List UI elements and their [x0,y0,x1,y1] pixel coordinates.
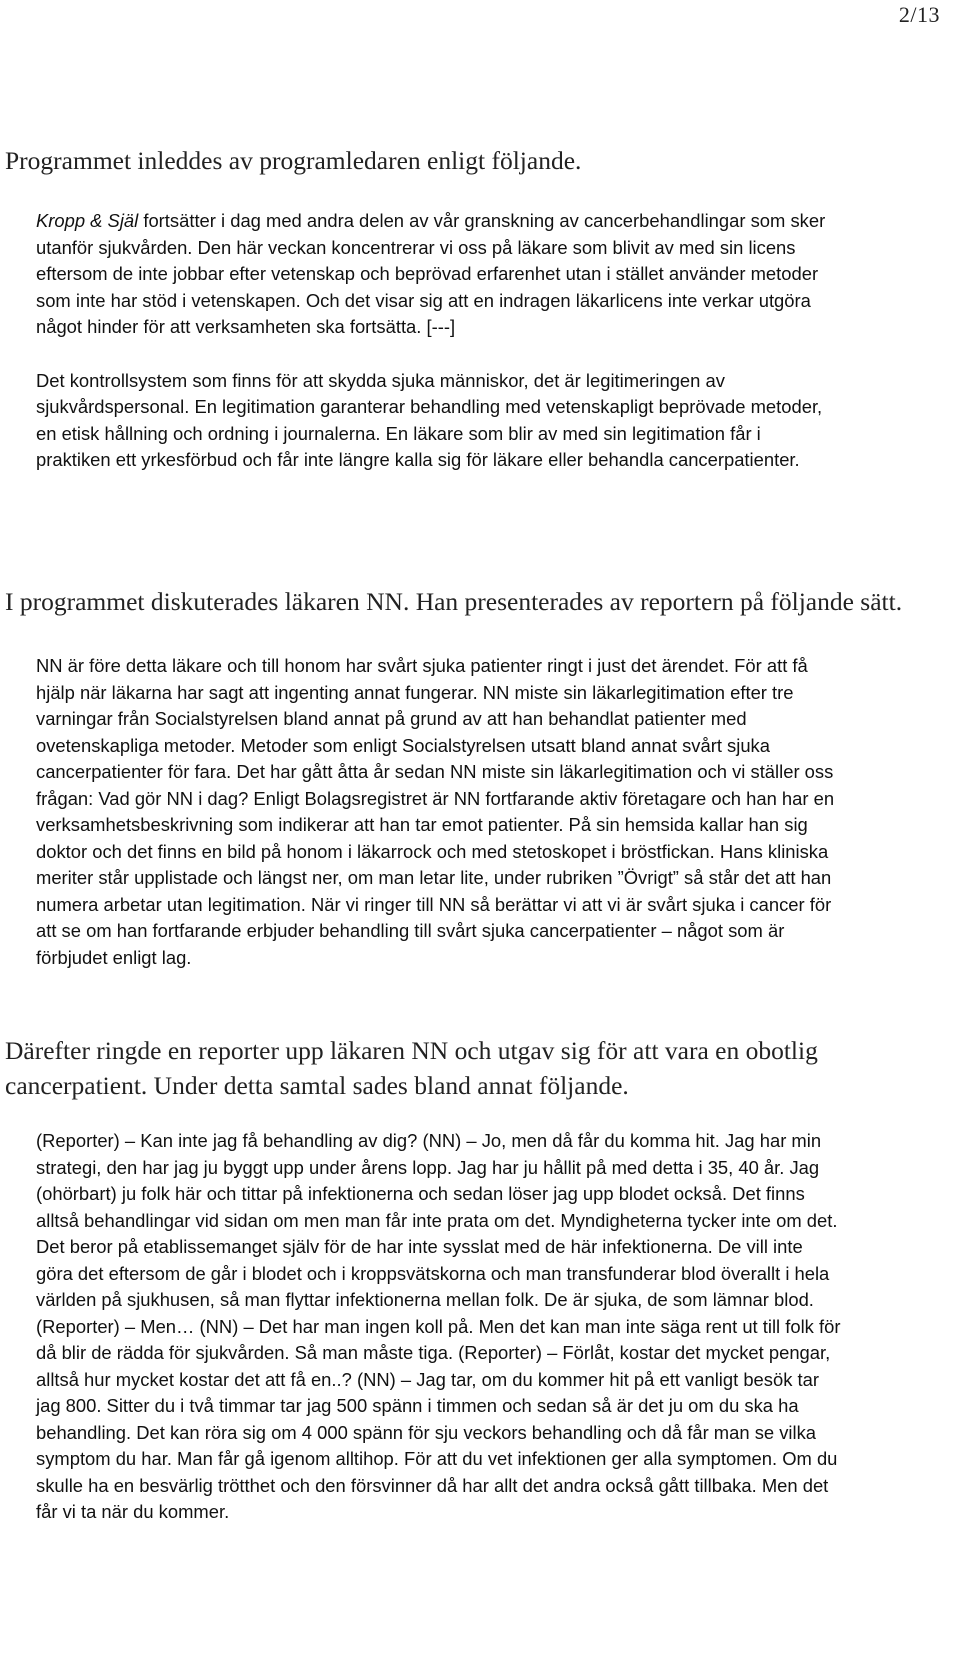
intro-quote-paragraph-1-text: fortsätter i dag med andra delen av vår granskning av cancerbehandlingar som sker utanför sjukvården. Den här veckan koncentrerar vi oss på läkare som blivit av med sin licens eftersom de inte jobbar efter vetenskap och beprövad erfarenhet utan i stället använder metoder som inte har stöd i vetenskapen. Och det visar sig att en indragen läkarlicens inte verkar utgöra något hinder för att verksamheten ska fortsätta. [---] [36,210,826,337]
reporter-quote [36,653,836,971]
reporter-quote-paragraph: NN är före detta läkare och till honom har svårt sjuka patienter ringt i just det ärendet. För att få hjälp när läkarna har sagt att ingenting annat fungerar. NN miste sin läkarlegitimation efter tre varningar från Socialstyrelsen bland annat på grund av att han behandlat patienter med ovetenskapliga metoder. Metoder som enligt Socialstyrelsen utsatt bland annat svårt sjuka cancerpatienter för fara. Det har gått åtta år sedan NN miste sin läkarlegitimation och vi ställer oss frågan: Vad gör NN i dag? Enligt Bolagsregistret är NN fortfarande aktiv företagare och han har en verksamhetsbeskrivning som indikerar att han tar emot patienter. På sin hemsida kallar han sig doktor och det finns en bild på honom i läkarrock och med stetoskopet i bröstfickan. Hans kliniska meriter står upplistade och längst ner, om man letar lite, under rubriken ”Övrigt” så står det att han numera arbetar utan legitimation. När vi ringer till NN så berättar vi att vi är svårt sjuka i cancer för att se om han fortfarande erbjuder behandling till svårt sjuka cancerpatienter – något som är förbjudet enligt lag. [36,655,835,968]
program-name: Kropp & Själ [36,210,139,231]
dialogue-quote [36,1128,844,1526]
section-heading-presentation: I programmet diskuterades läkaren NN. Han presenterades av reportern på följande sätt. [5,587,903,616]
section-heading-call: Därefter ringde en reporter upp läkaren NN och utgav sig för att vara en obotlig cancerpatient. Under detta samtal sades bland annat följande. [5,1036,818,1100]
intro-quote-paragraph-2: Det kontrollsystem som finns för att skydda sjuka människor, det är legitimeringen av sjukvårdspersonal. En legitimation garanterar behandling med vetenskapligt beprövade metoder, en etisk hållning och ordning i journalerna. En läkare som blir av med sin legitimation får i praktiken ett yrkesförbud och får inte längre kalla sig för läkare eller behandla cancerpatienter. [36,369,823,470]
section-heading-intro: Programmet inleddes av programledaren enligt följande. [5,146,582,175]
dialogue-quote-paragraph: (Reporter) – Kan inte jag få behandling av dig? (NN) – Jo, men då får du komma hit. Jag har min strategi, den har jag ju byggt upp under årens lopp. Jag har ju hållit på med detta i 35, 40 år. Jag (ohörbart) ju folk här och tittar på infektionerna och sedan löser jag upp blodet också. Det finns alltså behandlingar vid sidan om men man får inte prata om det. Myndigheterna tycker inte om det. Det beror på etablissemanget själv för de har inte sysslat med de här infektionerna. De vill inte göra det eftersom de går i blodet och i kroppsvätskorna och man transfunderar blod överallt i hela världen på sjukhusen, så man flyttar infektionerna mellan folk. De är sjuka, de som lämnar blod. (Reporter) – Men… (NN) – Det har man ingen koll på. Men det kan man inte säga rent ut till folk för då blir de rädda för sjukvården. Så man måste tiga. (Reporter) – Förlåt, kostar det mycket pengar, alltså hur mycket kostar det att få en..? (NN) – Jag tar, om du kommer hit på ett vanligt besök tar jag 800. Sitter du i två timmar tar jag 500 spänn i timmen och sedan så är det ju om du ska ha behandling. Det kan röra sig om 4 000 spänn för sju veckors behandling och då får man se vilka symptom du har. Man får gå igenom alltihop. För att du vet infektionen ger alla symptomen. Om du skulle ha en besvärlig trötthet och den försvinner då har allt det andra också gått tillbaka. Men det får vi ta när du kommer. [36,1130,841,1522]
page-number: 2/13 [898,2,940,27]
intro-quote-paragraph-1 [36,208,836,341]
intro-quote [36,208,836,474]
